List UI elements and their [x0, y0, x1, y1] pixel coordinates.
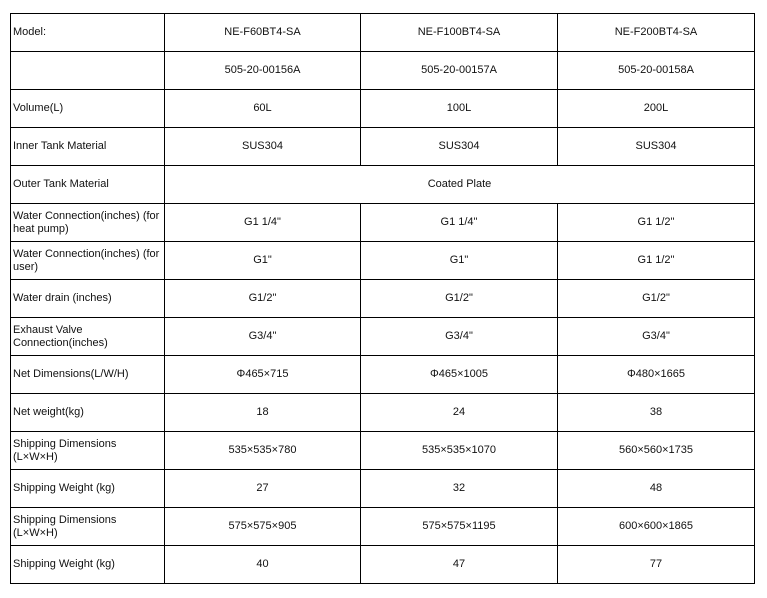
cell-value: 18 [165, 394, 361, 432]
table-row-net-dimensions [11, 356, 755, 394]
cell-value: Φ465×715 [165, 356, 361, 394]
row-label: Water drain (inches) [11, 280, 165, 318]
row-label: Water Connection(inches) (for heat pump) [11, 204, 165, 242]
cell-value: 32 [361, 470, 558, 508]
row-label: Shipping Dimensions (L×W×H) [11, 432, 165, 470]
table-row-net-weight [11, 394, 755, 432]
cell-value: 38 [558, 394, 755, 432]
table-row-part-number [11, 52, 755, 90]
cell-value: G1 1/2" [558, 242, 755, 280]
row-label: Shipping Weight (kg) [11, 470, 165, 508]
row-label: Shipping Dimensions (L×W×H) [11, 508, 165, 546]
cell-value: 535×535×780 [165, 432, 361, 470]
cell-value: Φ465×1005 [361, 356, 558, 394]
table-row-exhaust-valve [11, 318, 755, 356]
cell-value: 60L [165, 90, 361, 128]
row-label: Shipping Weight (kg) [11, 546, 165, 584]
cell-value: G3/4" [165, 318, 361, 356]
cell-value-merged: Coated Plate [165, 166, 755, 204]
cell-value: G3/4" [558, 318, 755, 356]
cell-value: SUS304 [361, 128, 558, 166]
cell-value: SUS304 [165, 128, 361, 166]
cell-value: G1 1/4" [165, 204, 361, 242]
cell-value: G1 1/2" [558, 204, 755, 242]
cell-value: 560×560×1735 [558, 432, 755, 470]
cell-value: NE-F100BT4-SA [361, 14, 558, 52]
table-row-shipping-dimensions [11, 432, 755, 470]
table-row-volume [11, 90, 755, 128]
table-row-water-connection-heat-pump [11, 204, 755, 242]
table-row-shipping-dimensions-2 [11, 508, 755, 546]
cell-value: 48 [558, 470, 755, 508]
cell-value: G1" [165, 242, 361, 280]
table-row-outer-tank [11, 166, 755, 204]
cell-value: G1/2" [165, 280, 361, 318]
cell-value: NE-F200BT4-SA [558, 14, 755, 52]
table-row-shipping-weight-2 [11, 546, 755, 584]
table-row-shipping-weight [11, 470, 755, 508]
cell-value: 40 [165, 546, 361, 584]
table-row-model [11, 14, 755, 52]
cell-value: 505-20-00156A [165, 52, 361, 90]
cell-value: 200L [558, 90, 755, 128]
cell-value: G1" [361, 242, 558, 280]
cell-value: 100L [361, 90, 558, 128]
cell-value: 77 [558, 546, 755, 584]
row-label: Volume(L) [11, 90, 165, 128]
cell-value: 600×600×1865 [558, 508, 755, 546]
cell-value: G1/2" [558, 280, 755, 318]
table-row-water-drain [11, 280, 755, 318]
cell-value: 27 [165, 470, 361, 508]
row-label [11, 52, 165, 90]
cell-value: G1/2" [361, 280, 558, 318]
row-label: Water Connection(inches) (for user) [11, 242, 165, 280]
row-label: Exhaust Valve Connection(inches) [11, 318, 165, 356]
cell-value: 535×535×1070 [361, 432, 558, 470]
spec-table [10, 13, 755, 584]
cell-value: SUS304 [558, 128, 755, 166]
cell-value: G3/4" [361, 318, 558, 356]
row-label: Net Dimensions(L/W/H) [11, 356, 165, 394]
cell-value: 47 [361, 546, 558, 584]
row-label: Inner Tank Material [11, 128, 165, 166]
cell-value: 505-20-00157A [361, 52, 558, 90]
row-label: Model: [11, 14, 165, 52]
table-row-water-connection-user [11, 242, 755, 280]
cell-value: 505-20-00158A [558, 52, 755, 90]
table-row-inner-tank [11, 128, 755, 166]
cell-value: 575×575×905 [165, 508, 361, 546]
spec-table-body [11, 14, 755, 584]
cell-value: Φ480×1665 [558, 356, 755, 394]
row-label: Net weight(kg) [11, 394, 165, 432]
cell-value: NE-F60BT4-SA [165, 14, 361, 52]
row-label: Outer Tank Material [11, 166, 165, 204]
cell-value: 24 [361, 394, 558, 432]
cell-value: G1 1/4" [361, 204, 558, 242]
cell-value: 575×575×1195 [361, 508, 558, 546]
